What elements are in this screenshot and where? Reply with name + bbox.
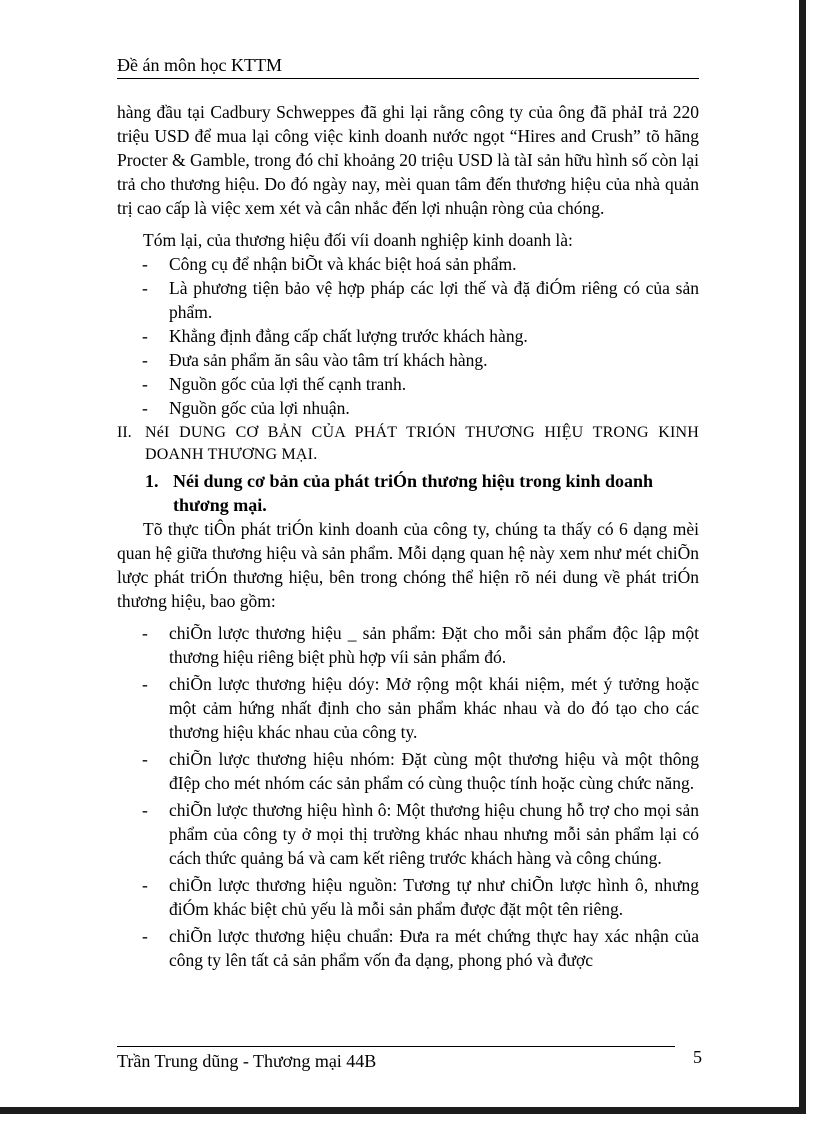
list-item: - chiÕn lược thương hiệu hình ô: Một thương hiệu chung hỗ trợ cho mọi sản phẩm của công ty ở mọi thị trường khác nhau nhưng mỗi sản phẩm lại có cách thức quảng bá và cam kết riêng trước khách hàng và công chúng. (142, 800, 699, 868)
footer-author: Trần Trung dũng - Thương mại 44B (117, 1051, 377, 1071)
page-header (117, 54, 699, 79)
summary-lead: Tóm lại, của thương hiệu đối víi doanh nghiệp kinh doanh là: (143, 230, 573, 250)
body-paragraph: Tõ thực tiÔn phát triÓn kinh doanh của công ty, chúng ta thấy có 6 dạng mèi quan hệ giữa thương hiệu và sản phẩm. Mỗi dạng quan hệ này xem như mét chiÕn lược phát triÓn thương hiệu, bên trong chóng thể hiện rõ néi dung về phát triÓn thương hiệu, bao gồm: (117, 519, 699, 611)
section-heading (117, 422, 699, 466)
page-content (117, 100, 699, 975)
list-item: - Khẳng định đẳng cấp chất lượng trước khách hàng. (142, 326, 528, 346)
page-number: 5 (693, 1047, 702, 1067)
list-item: - Nguồn gốc của lợi nhuận. (142, 398, 350, 418)
section-number: II. (117, 424, 132, 441)
subsection-title: Néi dung cơ bản của phát triÓn thương hiệu trong kinh doanh thương mại. (173, 471, 654, 515)
header-title: Đề án môn học KTTM (117, 55, 282, 75)
footer-rule (117, 1046, 675, 1047)
subsection-heading (117, 469, 699, 517)
list-item: - chiÕn lược thương hiệu nhóm: Đặt cùng một thương hiệu và một thông đIệp cho mét nhóm các sản phẩm có cùng thuộc tính hoặc cùng chức năng. (142, 749, 699, 793)
list-item: - Nguồn gốc của lợi thế cạnh tranh. (142, 374, 407, 394)
list-item: - Công cụ để nhận biÕt và khác biệt hoá sản phẩm. (142, 254, 517, 274)
intro-paragraph: hàng đầu tại Cadbury Schweppes đã ghi lại rằng công ty của ông đã phảI trả 220 triệu USD để mua lại công việc kinh doanh nước ngọt “Hires and Crush” tõ hãng Procter & Gamble, trong đó chỉ khoảng 20 triệu USD là tàI sản hữu hình số còn lại trả cho thương hiệu. Do đó ngày nay, mèi quan tâm đến thương hiệu của nhà quản trị cao cấp là việc xem xét và cân nhắc đến lợi nhuận ròng của chóng. (117, 102, 699, 218)
list-item: - chiÕn lược thương hiệu chuẩn: Đưa ra mét chứng thực hay xác nhận của công ty lên tất cả sản phẩm vốn đa dạng, phong phó và được (142, 926, 699, 970)
list-item: - chiÕn lược thương hiệu _ sản phẩm: Đặt cho mỗi sản phẩm độc lập một thương hiệu riêng biệt phù hợp víi sản phẩm đó. (142, 623, 699, 667)
subsection-number: 1. (145, 471, 159, 491)
list-item: - Đưa sản phẩm ăn sâu vào tâm trí khách hàng. (142, 350, 488, 370)
summary-list (117, 252, 699, 420)
list-item: - chiÕn lược thương hiệu nguồn: Tương tự như chiÕn lược hình ô, nhưng điÓm khác biệt chủ yếu là mỗi sản phẩm được đặt một tên riêng. (142, 875, 699, 919)
list-item: - chiÕn lược thương hiệu dóy: Mở rộng một khái niệm, mét ý tưởng hoặc một cảm hứng nhất định cho sản phẩm khác nhau và do đó tạo cho các thương hiệu khác nhau của công ty. (142, 674, 699, 742)
strategy-list (117, 621, 699, 972)
list-item: - Là phương tiện bảo vệ hợp pháp các lợi thế và đặ điÓm riêng có của sản phẩm. (142, 278, 699, 322)
section-title: NéI DUNG CƠ BẢN CỦA PHÁT TRIÓN THƯƠNG HIỆU TRONG KINH DOANH THƯƠNG MẠI. (145, 424, 699, 463)
